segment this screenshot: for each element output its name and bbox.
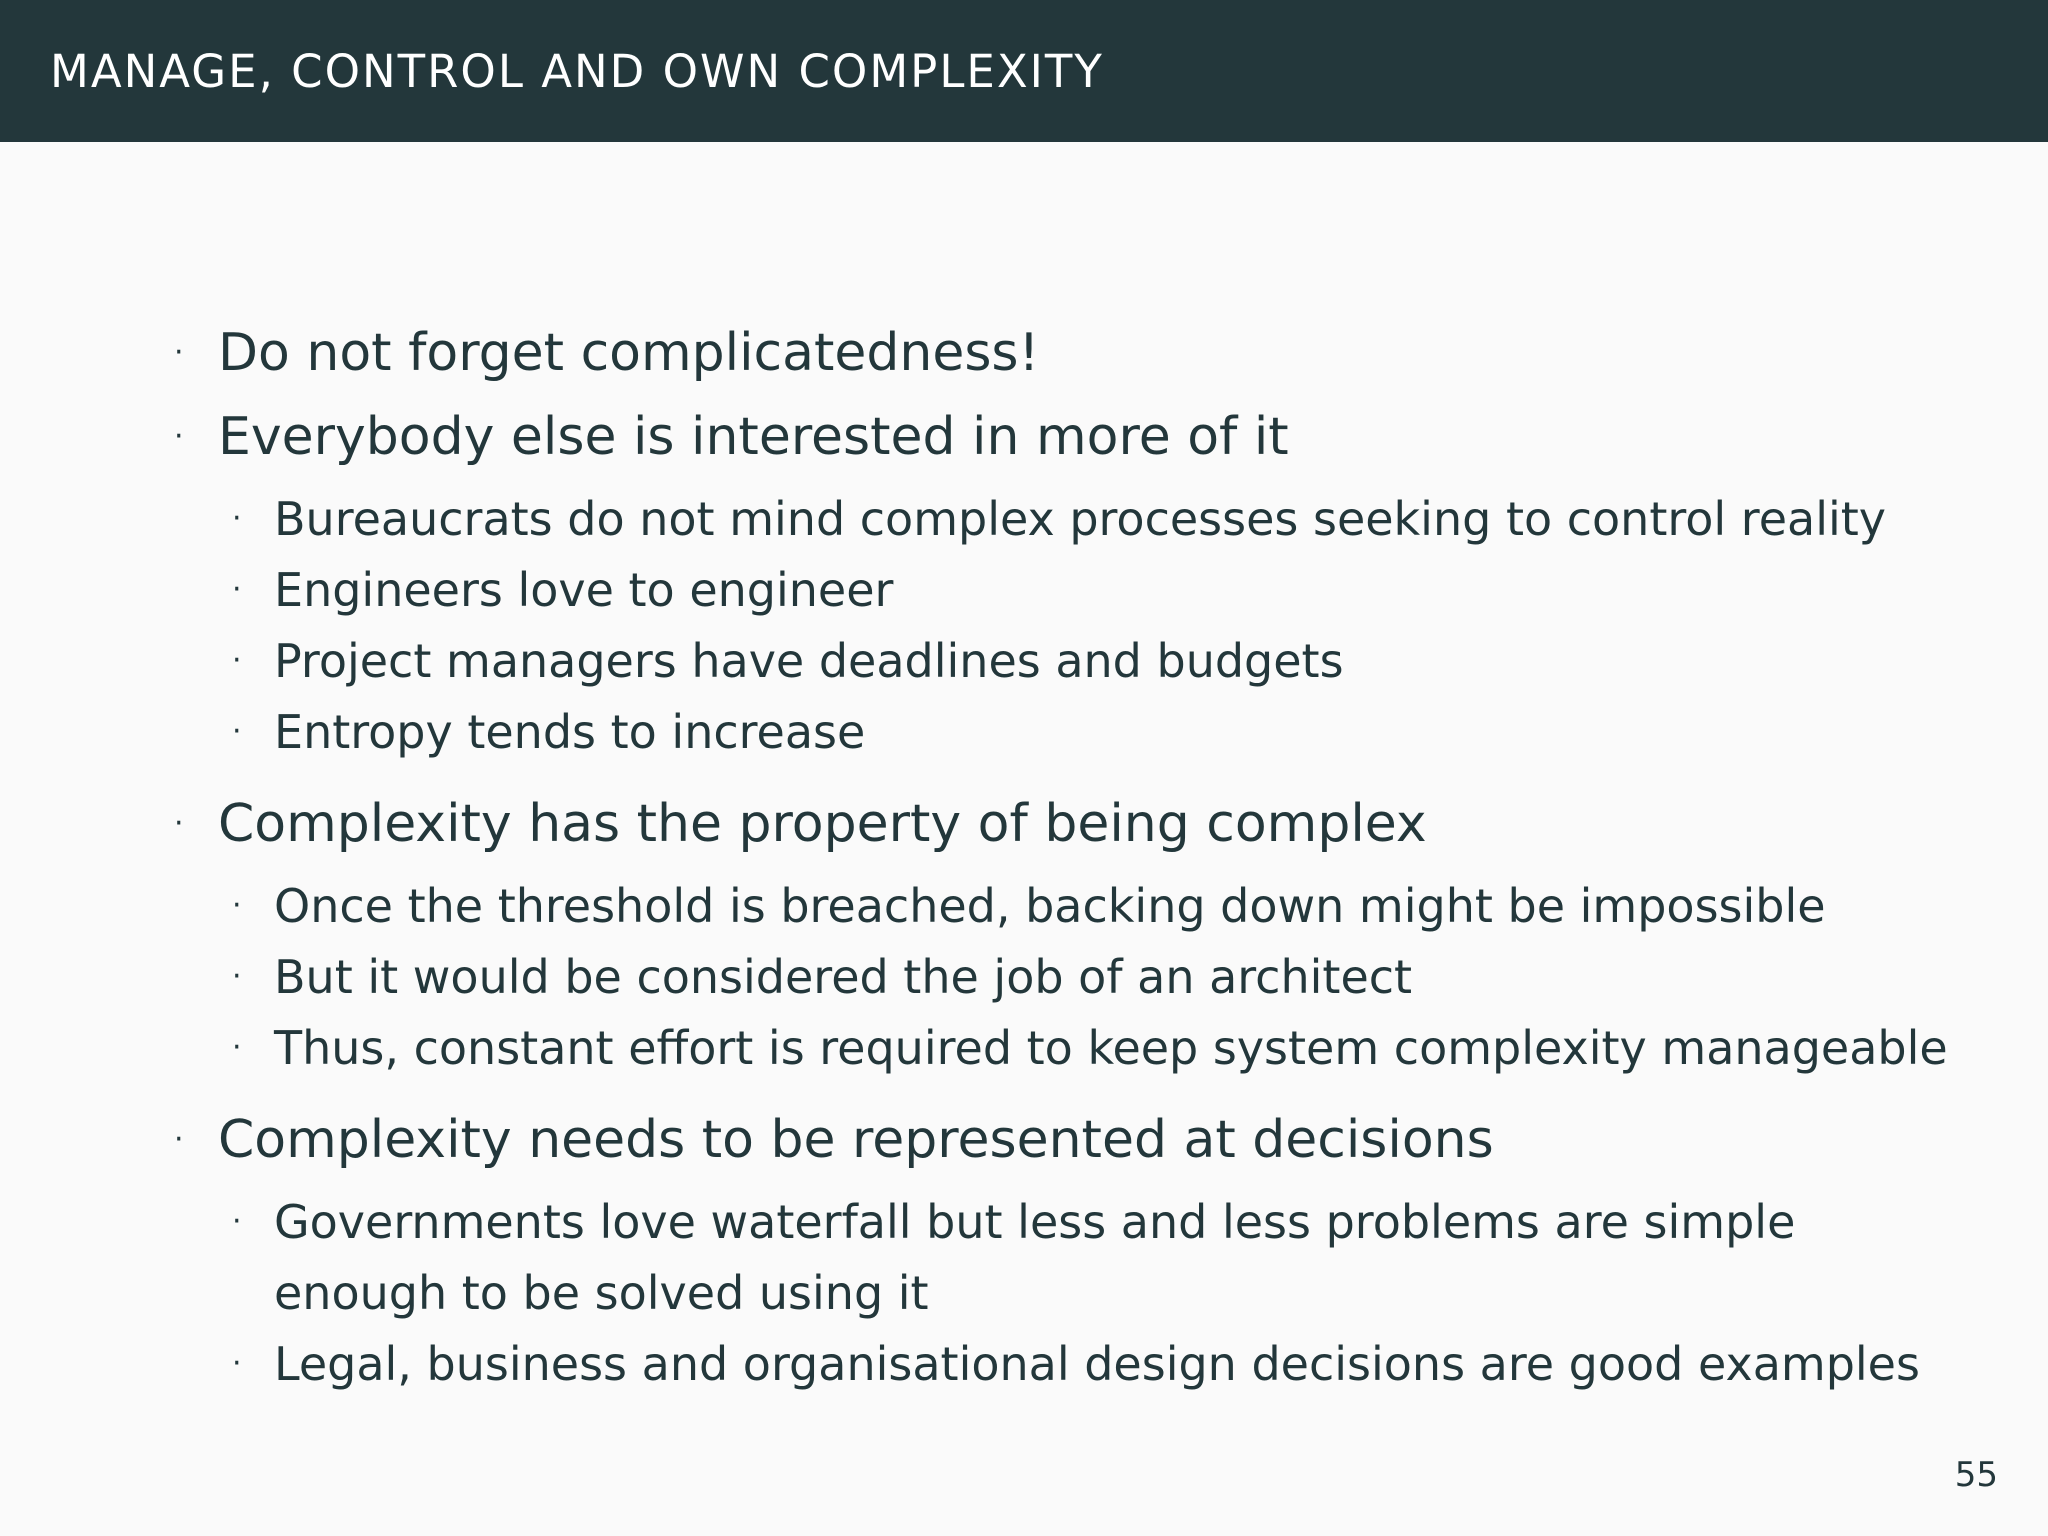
bullet-marker: · xyxy=(232,959,242,994)
sub-bullet-item xyxy=(232,942,1413,1012)
bullet-marker: · xyxy=(232,1346,242,1381)
bullet-item xyxy=(174,789,1427,859)
bullet-text: Everybody else is interested in more of it xyxy=(218,407,1289,467)
bullet-text: Complexity needs to be represented at decisions xyxy=(218,1110,1494,1170)
bullet-text: Governments love waterfall but less and less problems are simple xyxy=(274,1195,1796,1249)
bullet-text: Project managers have deadlines and budgets xyxy=(274,634,1344,688)
sub-bullet-item xyxy=(232,484,1887,554)
bullet-marker: · xyxy=(232,1030,242,1065)
sub-bullet-item xyxy=(232,555,894,625)
bullet-text: Legal, business and organisational design decisions are good examples xyxy=(274,1337,1920,1391)
bullet-item xyxy=(174,1105,1494,1175)
bullet-text: Engineers love to engineer xyxy=(274,563,894,617)
page-number: 55 xyxy=(1954,1455,1998,1495)
bullet-marker: · xyxy=(232,501,242,536)
bullet-text: Bureaucrats do not mind complex processes seeking to control reality xyxy=(274,492,1887,546)
bullet-marker: · xyxy=(174,335,184,370)
bullet-text: Thus, constant effort is required to keep system complexity manageable xyxy=(274,1021,1948,1075)
bullet-text: Complexity has the property of being complex xyxy=(218,794,1427,854)
bullet-marker: · xyxy=(232,888,242,923)
sub-bullet-item xyxy=(232,1329,1920,1399)
bullet-text: Do not forget complicatedness! xyxy=(218,323,1040,383)
bullet-text: Once the threshold is breached, backing down might be impossible xyxy=(274,879,1826,933)
bullet-marker: · xyxy=(174,1122,184,1157)
bullet-item xyxy=(174,318,1040,388)
sub-bullet-item xyxy=(232,871,1826,941)
slide-title: MANAGE, CONTROL AND OWN COMPLEXITY xyxy=(50,44,1104,98)
bullet-marker: · xyxy=(232,1204,242,1239)
sub-bullet-item xyxy=(232,1187,1796,1257)
bullet-text: enough to be solved using it xyxy=(274,1266,929,1320)
sub-bullet-item xyxy=(232,1013,1948,1083)
sub-bullet-item xyxy=(232,697,866,767)
bullet-marker: · xyxy=(232,643,242,678)
bullet-text: Entropy tends to increase xyxy=(274,705,866,759)
bullet-marker: · xyxy=(174,419,184,454)
sub-bullet-continuation xyxy=(274,1258,929,1328)
bullet-marker: · xyxy=(232,572,242,607)
bullet-text: But it would be considered the job of an architect xyxy=(274,950,1413,1004)
bullet-marker: · xyxy=(174,806,184,841)
sub-bullet-item xyxy=(232,626,1344,696)
bullet-item xyxy=(174,402,1289,472)
bullet-marker: · xyxy=(232,714,242,749)
